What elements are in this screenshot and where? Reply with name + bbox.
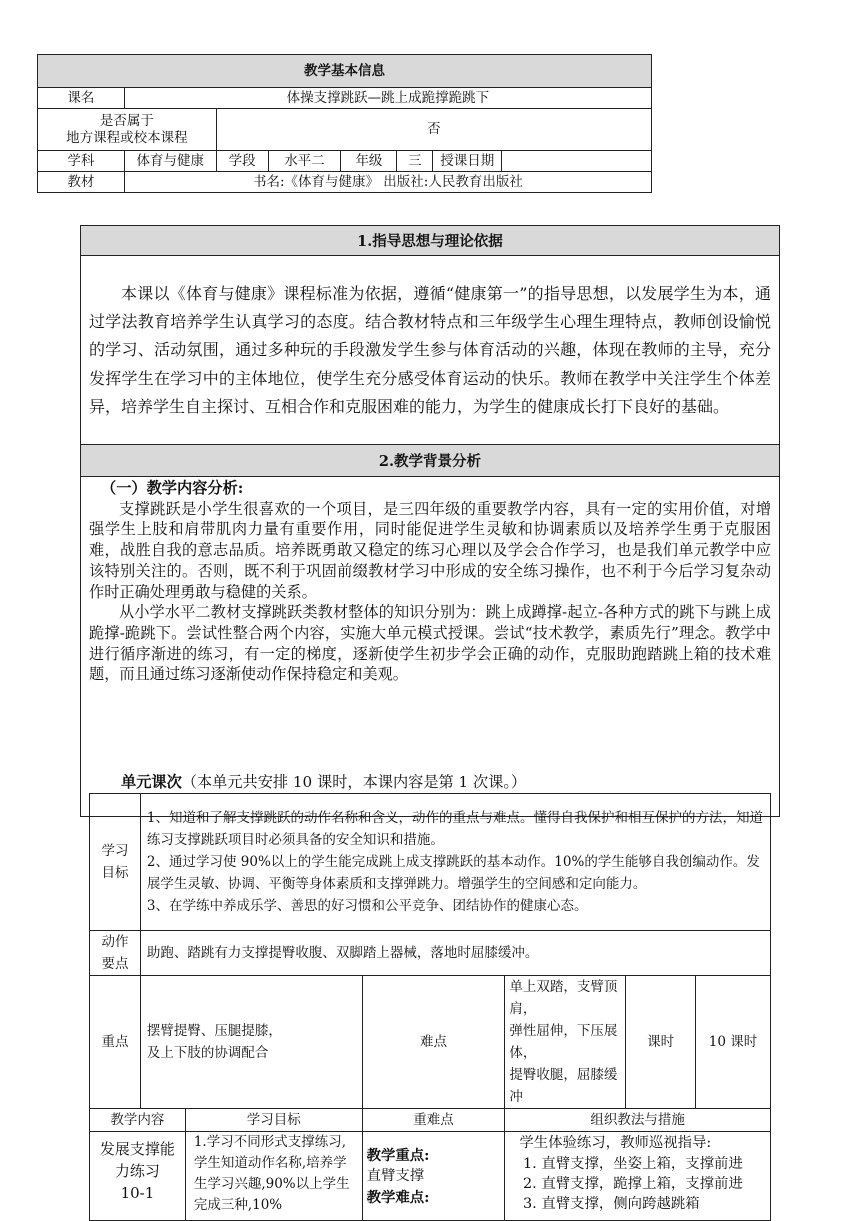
row-method — [505, 1132, 771, 1221]
section1-title: 1.指导思想与理论依据 — [81, 226, 780, 256]
section1-text: 本课以《体育与健康》课程标准为依据，遵循“健康第一”的指导思想，以发展学生为本，通过学法教育培养学生认真学习的态度。结合教材特点和三年级学生心理生理特点，教师创设愉悦的学习、活动氛围，通过多种玩的手段激发学生参与体育活动的兴趣，体现在教师的主导，充分发挥学生在学习中的主体地位，使学生充分感受体育运动的快乐。教师在教学中关注学生个体差异，培养学生自主探讨、互相合作和克服困难的能力，为学生的健康成长打下良好的基础。 — [81, 256, 780, 445]
row-goal — [185, 1132, 362, 1221]
method-step: 1. 直臂支撑，坐姿上箱，支撑前进 — [541, 1154, 764, 1174]
row-content-line3: 10-1 — [120, 1184, 155, 1202]
key-text — [140, 976, 362, 1109]
course-label: 课名 — [38, 88, 125, 109]
diff-text — [505, 976, 626, 1109]
row-keydiff — [362, 1132, 505, 1221]
row-method-title: 学生体验练习，教师巡视指导: — [519, 1135, 712, 1151]
local-course-value: 否 — [216, 109, 651, 151]
goal-label-line1: 学习 — [101, 843, 129, 859]
date-value — [502, 151, 652, 172]
row-key-label: 教学重点: — [366, 1146, 430, 1164]
col-header-keydiff: 重难点 — [362, 1109, 505, 1132]
action-label-line2: 要点 — [101, 956, 129, 972]
hours-label: 课时 — [626, 976, 696, 1109]
key-label: 重点 — [90, 976, 141, 1109]
course-value: 体操支撑跳跃—跳上成跪撑跪跳下 — [124, 88, 651, 109]
section2-body — [81, 477, 780, 817]
date-label: 授课日期 — [433, 151, 502, 172]
row-content-line2: 力练习 — [114, 1162, 160, 1180]
unit-note: （本单元共安排 10 课时，本课内容是第 1 次课。） — [181, 773, 527, 791]
lesson-plan-table — [80, 225, 780, 817]
stage-value: 水平二 — [268, 151, 341, 172]
diff-label: 难点 — [362, 976, 505, 1109]
col-header-content: 教学内容 — [90, 1109, 186, 1132]
content-analysis-heading: （一）教学内容分析: — [101, 479, 244, 497]
goal-text-3: 3、在学练中养成乐学、善思的好习惯和公平竞争、团结协作的健康心态。 — [146, 898, 588, 914]
key-text-line2: 及上下肢的协调配合 — [146, 1045, 269, 1061]
subject-label: 学科 — [38, 151, 125, 172]
unit-lesson-line — [121, 771, 526, 792]
content-analysis-para1: 支撑跳跃是小学生很喜欢的一个项目，是三四年级的重要教学内容，具有一定的实用价值，对增强学生上肢和肩带肌肉力量有重要作用，同时能促进学生灵敏和协调素质以及培养学生勇于克服困难，战胜自我的意志品质。培养既勇敢又稳定的练习心理以及学会合作学习，也是我们单元教学中应该特别关注的。否则，既不利于巩固前缀教材学习中形成的安全练习操作，也不利于今后学习复杂动作时正确处理勇敢与稳健的关系。 — [89, 499, 771, 601]
hours-value: 10 课时 — [696, 976, 771, 1109]
content-analysis-para2: 从小学水平二教材支撑跳跃类教材整体的知识分别为：跳上成蹲撑-起立-各种方式的跳下与跳上成跪撑-跪跳下。尝试性整合两个内容，实施大单元模式授课。尝试“技术教学，素质先行”理念。教学中进行循序渐进的练习，有一定的梯度，逐新使学生初步学会正确的动作，克服助跑踏跳上箱的技术难题，而且通过练习逐渐使动作保持稳定和美观。 — [89, 603, 771, 684]
action-label-line1: 动作 — [101, 934, 129, 950]
section2-title: 2.教学背景分析 — [81, 445, 780, 477]
local-course-label — [38, 109, 217, 151]
grade-value: 三 — [397, 151, 433, 172]
goal-text-1: 1、知道和了解支撑跳跃的动作名称和含义，动作的重点与难点。懂得自我保护和相互保护的方法，知道练习支撑跳跃项目时必须具备的安全知识和措施。 — [146, 810, 764, 848]
row-key-value: 直臂支撑 — [366, 1167, 425, 1184]
diff-text-line3: 提臀收腿，屈膝缓冲 — [509, 1067, 618, 1105]
goal-label — [90, 794, 141, 931]
row-goal-text: 1.学习不同形式支撑练习,学生知道动作名称,培养学生学习兴趣,90%以上学生完成三种,10% — [193, 1134, 350, 1213]
goal-text-2: 2、通过学习使 90%以上的学生能完成跳上成支撑跳跃的基本动作。10%的学生能够自我创编动作。发展学生灵敏、协调、平衡等身体素质和支撑弹跳力。增强学生的空间感和定向能力。 — [146, 854, 760, 892]
col-header-goal: 学习目标 — [185, 1109, 362, 1132]
stage-label: 学段 — [216, 151, 268, 172]
row-diff-label: 教学难点: — [366, 1188, 430, 1206]
local-course-label-line1: 是否属于 — [99, 112, 154, 129]
goal-text — [140, 794, 770, 931]
col-header-method: 组织教法与措施 — [505, 1109, 771, 1132]
method-step: 2. 直臂支撑，跪撑上箱，支撑前进 — [541, 1174, 764, 1194]
unit-table — [89, 793, 771, 1221]
key-text-line1: 摆臂提臀、压腿提膝， — [146, 1023, 282, 1039]
subject-value: 体育与健康 — [124, 151, 216, 172]
diff-text-line2: 弹性屈伸，下压展体， — [509, 1023, 618, 1061]
local-course-label-line2: 地方课程或校本课程 — [66, 129, 188, 146]
unit-label: 单元课次 — [121, 773, 182, 791]
row-content-line1: 发展支撑能 — [99, 1140, 175, 1158]
diff-text-line1: 单上双踏，支臂顶肩， — [509, 979, 618, 1017]
material-label: 教材 — [38, 172, 125, 193]
goal-label-line2: 目标 — [101, 865, 129, 881]
action-label — [90, 931, 141, 976]
basic-info-table — [37, 54, 652, 193]
action-text: 助跑、踏跳有力支撑提臀收腹、双脚踏上器械，落地时屈膝缓冲。 — [140, 931, 770, 976]
material-value: 书名:《体育与健康》 出版社:人民教育出版社 — [124, 172, 651, 193]
row-method-steps — [511, 1154, 764, 1214]
grade-label: 年级 — [341, 151, 397, 172]
basic-info-title: 教学基本信息 — [38, 55, 652, 88]
method-step: 3. 直臂支撑，侧向跨越跳箱 — [541, 1194, 764, 1214]
row-content — [90, 1132, 186, 1221]
